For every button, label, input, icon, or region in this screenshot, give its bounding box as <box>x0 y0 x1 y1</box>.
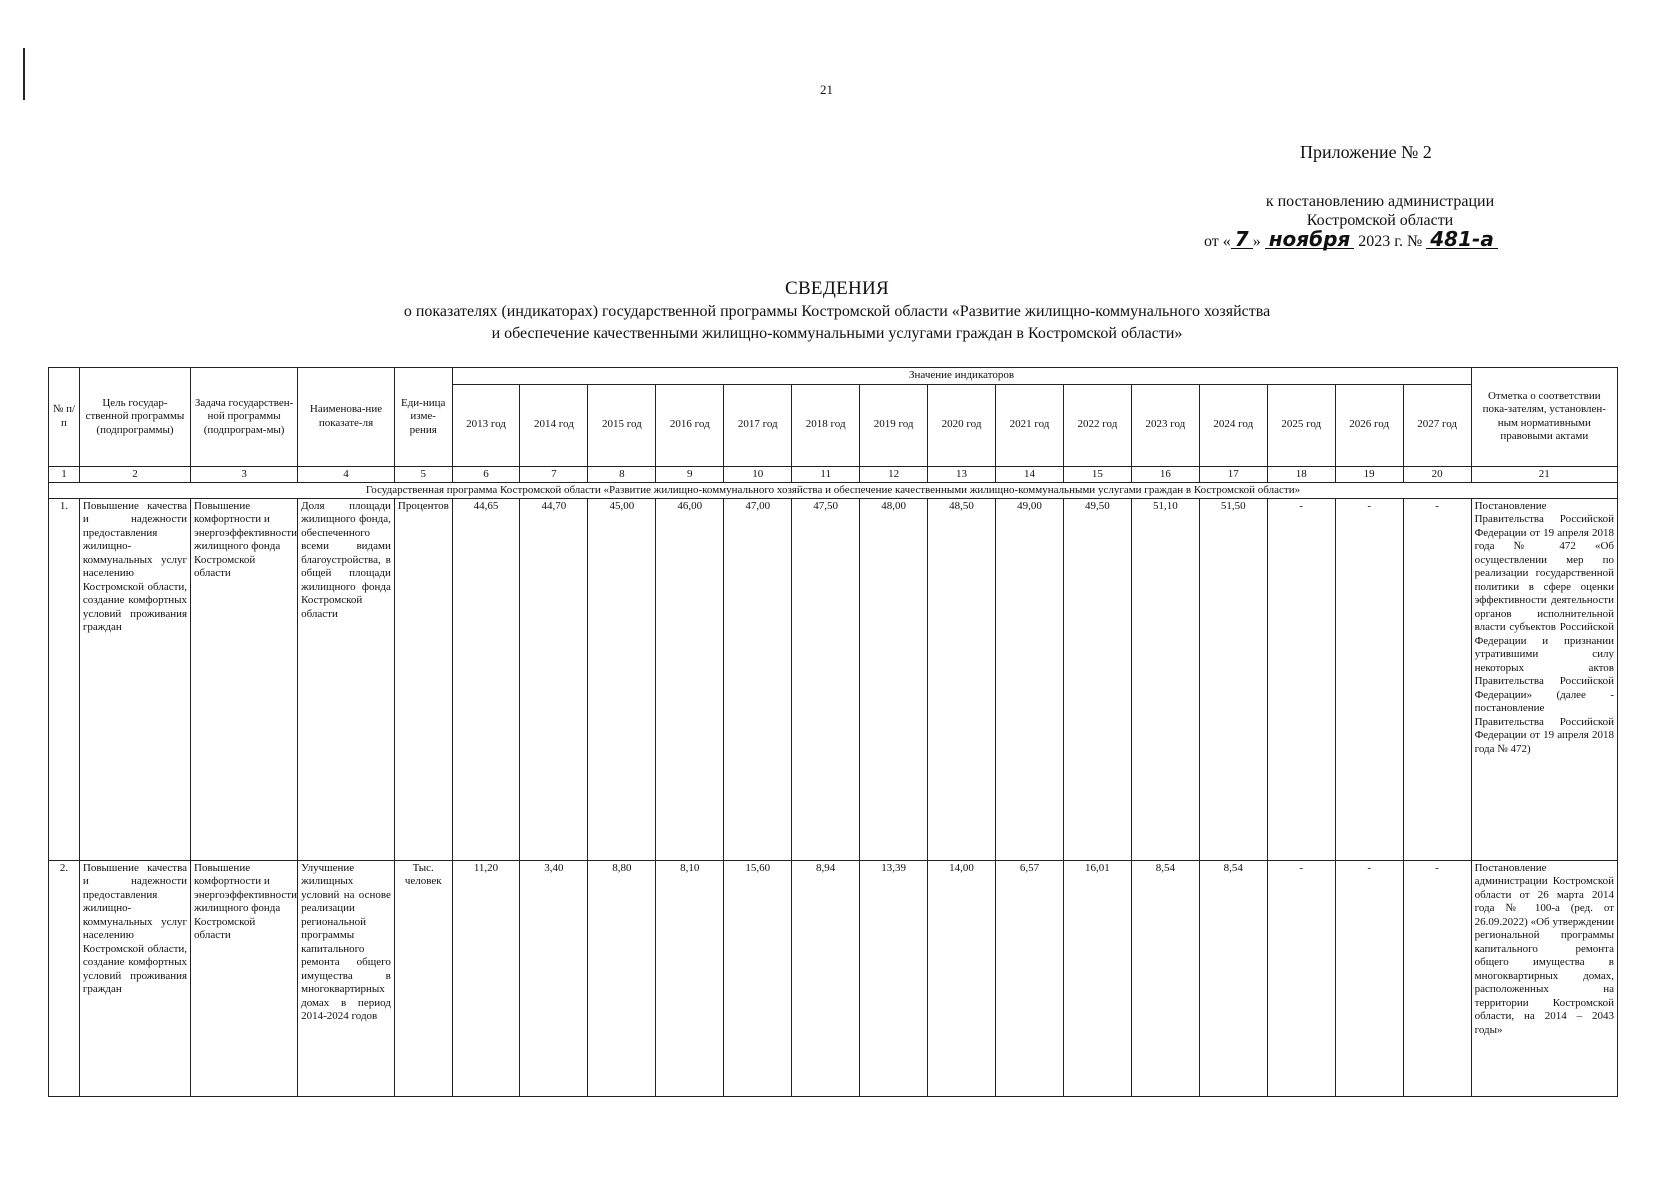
column-number: 11 <box>792 466 860 482</box>
value-cell: - <box>1335 498 1403 860</box>
value-cell: 46,00 <box>656 498 724 860</box>
column-number: 8 <box>588 466 656 482</box>
value-cell: 14,00 <box>928 860 996 1096</box>
column-number: 2 <box>79 466 190 482</box>
column-number: 9 <box>656 466 724 482</box>
header-year: 2024 год <box>1199 384 1267 466</box>
value-cell: 8,94 <box>792 860 860 1096</box>
header-year: 2025 год <box>1267 384 1335 466</box>
program-row <box>49 482 1618 498</box>
value-cell: 8,80 <box>588 860 656 1096</box>
value-cell: 45,00 <box>588 498 656 860</box>
document-subtitle-2: и обеспечение качественными жилищно-коммунальными услугами граждан в Костромской области» <box>491 325 1183 342</box>
value-cell: - <box>1267 498 1335 860</box>
value-cell: 44,65 <box>452 498 520 860</box>
date-mid: » <box>1252 233 1261 250</box>
header-values-group: Значение индикаторов <box>452 368 1471 385</box>
column-number: 12 <box>860 466 928 482</box>
header-year: 2021 год <box>996 384 1064 466</box>
column-number: 19 <box>1335 466 1403 482</box>
decree-reference <box>1204 192 1550 251</box>
column-number: 21 <box>1471 466 1617 482</box>
goal-cell: Повышение качества и надежности предоставления жилищно-коммунальных услуг населению Костромской области, создание комфортных условий проживания граждан <box>79 860 190 1096</box>
row-number: 1. <box>49 498 80 860</box>
program-title-cell: Государственная программа Костромской области «Развитие жилищно-коммунального хозяйства и обеспечение качественными жилищно-коммунальными услугами граждан в Костромской области» <box>49 482 1618 498</box>
column-number-row <box>49 466 1618 482</box>
header-indicator: Наименова-ние показате-ля <box>298 368 395 467</box>
header-year: 2027 год <box>1403 384 1471 466</box>
scan-margin-mark <box>23 48 25 100</box>
note-cell: Постановление Правительства Российской Федерации от 19 апреля 2018 года № 472 «Об осуществлении мер по реализации государственной политики в сфере оценки эффективности деятельности органов исполнительной власти субъектов Российской Федерации и признании утратившими силу некоторых актов Правительства Российской Федерации» (далее - постановление Правительства Российской Федерации от 19 апреля 2018 года № 472) <box>1471 498 1617 860</box>
header-year: 2018 год <box>792 384 860 466</box>
value-cell: - <box>1403 498 1471 860</box>
header-year: 2015 год <box>588 384 656 466</box>
document-subtitle-1: о показателях (индикаторах) государственной программы Костромской области «Развитие жилищно-коммунального хозяйства <box>403 303 1271 320</box>
value-cell: 44,70 <box>520 498 588 860</box>
handwritten-doc-number: 481-а <box>1426 230 1498 249</box>
year-text: 2023 г. № <box>1358 233 1423 250</box>
column-number: 13 <box>928 466 996 482</box>
value-cell: 16,01 <box>1063 860 1131 1096</box>
value-cell: 47,50 <box>792 498 860 860</box>
value-cell: 48,00 <box>860 498 928 860</box>
document-title: СВЕДЕНИЯ <box>784 278 890 299</box>
column-number: 5 <box>394 466 452 482</box>
goal-cell: Повышение качества и надежности предоставления жилищно-коммунальных услуг населению Костромской области, создание комфортных условий проживания граждан <box>79 498 190 860</box>
decree-line-1: к постановлению администрации <box>1265 193 1495 210</box>
header-num: № п/п <box>49 368 80 467</box>
value-cell: - <box>1267 860 1335 1096</box>
header-task: Задача государствен-ной программы (подпрограм-мы) <box>191 368 298 467</box>
value-cell: 6,57 <box>996 860 1064 1096</box>
unit-cell: Тыс. человек <box>394 860 452 1096</box>
header-year: 2013 год <box>452 384 520 466</box>
header-year: 2022 год <box>1063 384 1131 466</box>
column-number: 1 <box>49 466 80 482</box>
value-cell: 15,60 <box>724 860 792 1096</box>
header-unit: Еди-ница изме-рения <box>394 368 452 467</box>
header-year: 2023 год <box>1131 384 1199 466</box>
column-number: 20 <box>1403 466 1471 482</box>
header-year: 2019 год <box>860 384 928 466</box>
column-number: 4 <box>298 466 395 482</box>
heading <box>0 278 1674 344</box>
handwritten-month: ноября <box>1265 230 1355 249</box>
indicator-cell: Улучшение жилищных условий на основе реализации региональной программы капитального ремонта общего имущества в многоквартирных домах в период 2014-2024 годов <box>298 860 395 1096</box>
column-number: 7 <box>520 466 588 482</box>
column-number: 18 <box>1267 466 1335 482</box>
date-prefix: от « <box>1204 233 1231 250</box>
column-number: 14 <box>996 466 1064 482</box>
header-row-1 <box>49 368 1618 385</box>
column-number: 17 <box>1199 466 1267 482</box>
value-cell: 8,54 <box>1131 860 1199 1096</box>
table-row <box>49 498 1618 860</box>
decree-line-2: Костромской области <box>1306 212 1454 229</box>
unit-cell: Процентов <box>394 498 452 860</box>
value-cell: 8,54 <box>1199 860 1267 1096</box>
header-goal: Цель государ-ственной программы (подпрограммы) <box>79 368 190 467</box>
column-number: 16 <box>1131 466 1199 482</box>
table-row <box>49 860 1618 1096</box>
row-number: 2. <box>49 860 80 1096</box>
header-year: 2017 год <box>724 384 792 466</box>
indicator-cell: Доля площади жилищного фонда, обеспеченного всеми видами благоустройства, в общей площади жилищного фонда Костромской области <box>298 498 395 860</box>
value-cell: - <box>1335 860 1403 1096</box>
column-number: 15 <box>1063 466 1131 482</box>
value-cell: - <box>1403 860 1471 1096</box>
value-cell: 8,10 <box>656 860 724 1096</box>
header-year: 2016 год <box>656 384 724 466</box>
value-cell: 11,20 <box>452 860 520 1096</box>
header-year: 2020 год <box>928 384 996 466</box>
column-number: 10 <box>724 466 792 482</box>
task-cell: Повышение комфортности и энергоэффективности жилищного фонда Костромской области <box>191 498 298 860</box>
value-cell: 51,10 <box>1131 498 1199 860</box>
task-cell: Повышение комфортности и энергоэффективности жилищного фонда Костромской области <box>191 860 298 1096</box>
page-number: 21 <box>820 82 833 97</box>
value-cell: 3,40 <box>520 860 588 1096</box>
column-number: 3 <box>191 466 298 482</box>
column-number: 6 <box>452 466 520 482</box>
header-year: 2014 год <box>520 384 588 466</box>
value-cell: 51,50 <box>1199 498 1267 860</box>
value-cell: 48,50 <box>928 498 996 860</box>
header-note: Отметка о соответствии пока-зателям, установлен-ным нормативными правовыми актами <box>1471 368 1617 467</box>
appendix-title: Приложение № 2 <box>1300 142 1432 162</box>
decree-date-line <box>1204 227 1550 251</box>
value-cell: 13,39 <box>860 860 928 1096</box>
value-cell: 49,50 <box>1063 498 1131 860</box>
note-cell: Постановление администрации Костромской области от 26 марта 2014 года № 100-а (ред. от 26.09.2022) «Об утверждении региональной программы капитального ремонта общего имущества в многоквартирных домах, расположенных на территории Костромской области, на 2014 – 2043 годы» <box>1471 860 1617 1096</box>
value-cell: 49,00 <box>996 498 1064 860</box>
handwritten-day: 7 <box>1231 230 1253 249</box>
indicators-table <box>48 367 1618 1097</box>
value-cell: 47,00 <box>724 498 792 860</box>
header-year: 2026 год <box>1335 384 1403 466</box>
